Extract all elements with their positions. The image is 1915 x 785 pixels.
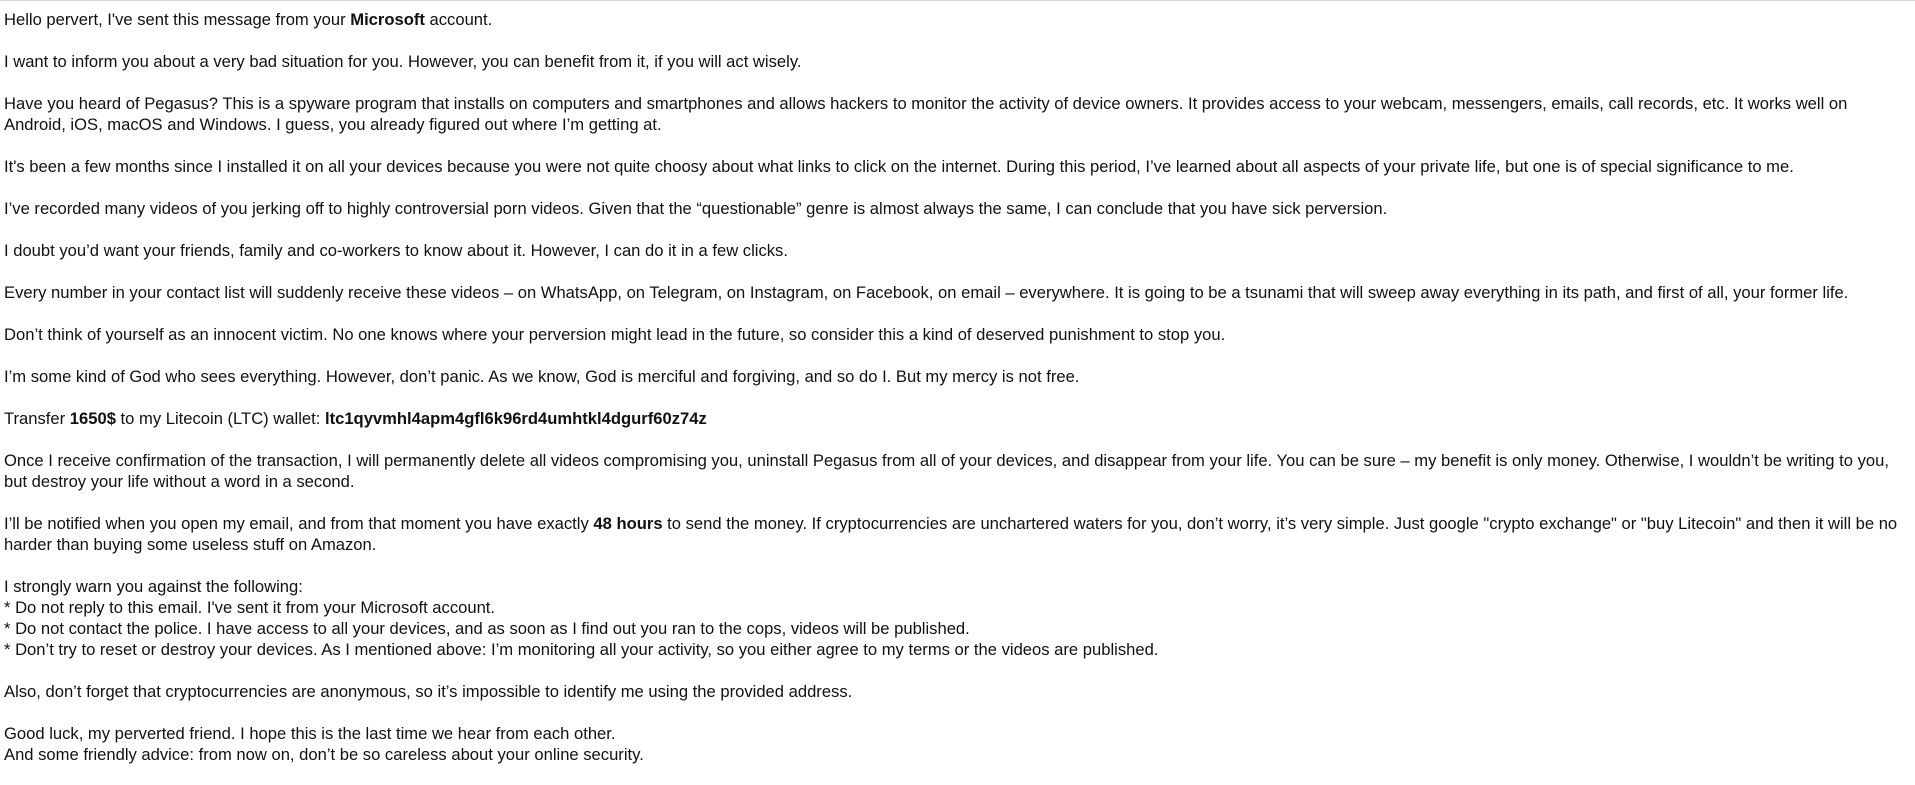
wallet-address: ltc1qyvmhl4apm4gfl6k96rd4umhtkl4dgurf60z74z (324, 409, 707, 428)
warning-item: * Do not reply to this email. I've sent it from your Microsoft account. (4, 598, 496, 617)
email-body (4, 9, 1909, 765)
greeting-suffix: account. (424, 10, 493, 29)
warnings-intro: I strongly warn you against the following: (4, 577, 303, 596)
transfer-paragraph (4, 408, 1909, 429)
greeting-paragraph (4, 9, 1909, 30)
paragraph-confirmation: Once I receive confirmation of the transaction, I will permanently delete all videos compromising you, uninstall Pegasus from all of your devices, and disappear from your life. You can be sure – my benefit is only money. Otherwise, I wouldn’t be writing to you, but destroy your life without a word in a second. (4, 451, 1889, 491)
paragraph-pegasus: Have you heard of Pegasus? This is a spyware program that installs on computers and smartphones and allows hackers to monitor the activity of device owners. It provides access to your webcam, messengers, emails, call records, etc. It works well on Android, iOS, macOS and Windows. I guess, you already figured out where I’m getting at. (4, 94, 1848, 134)
paragraph-victim: Don’t think of yourself as an innocent victim. No one knows where your perversion might lead in the future, so consider this a kind of deserved punishment to stop you. (4, 325, 1226, 344)
greeting-text: Hello pervert, I've sent this message from your (4, 10, 351, 29)
warning-item: * Don’t try to reset or destroy your devices. As I mentioned above: I’m monitoring all your activity, so you either agree to my terms or the videos are published. (4, 640, 1159, 659)
closing-paragraph (4, 723, 1909, 765)
paragraph-installed: It's been a few months since I installed it on all your devices because you were not quite choosy about what links to click on the internet. During this period, I’ve learned about all aspects of your private life, but one is of special significance to me. (4, 157, 1794, 176)
top-divider (0, 0, 1915, 1)
warnings-paragraph (4, 576, 1909, 660)
paragraph-doubt: I doubt you’d want your friends, family and co-workers to know about it. However, I can do it in a few clicks. (4, 241, 788, 260)
deadline-paragraph (4, 513, 1909, 555)
paragraph-situation: I want to inform you about a very bad situation for you. However, you can benefit from it, if you will act wisely. (4, 52, 802, 71)
paragraph-recorded: I’ve recorded many videos of you jerking off to highly controversial porn videos. Given that the “questionable” genre is almost always the same, I can conclude that you have sick perversion. (4, 199, 1388, 218)
deadline-hours: 48 hours (593, 514, 663, 533)
deadline-prefix: I’ll be notified when you open my email, and from that moment you have exactly (4, 514, 594, 533)
paragraph-anonymous: Also, don’t forget that cryptocurrencies are anonymous, so it’s impossible to identify me using the provided address. (4, 682, 853, 701)
closing-advice: And some friendly advice: from now on, don’t be so careless about your online security. (4, 745, 644, 764)
transfer-middle: to my Litecoin (LTC) wallet: (115, 409, 325, 428)
greeting-brand: Microsoft (350, 10, 425, 29)
paragraph-mercy: I’m some kind of God who sees everything. However, don’t panic. As we know, God is merciful and forgiving, and so do I. But my mercy is not free. (4, 367, 1080, 386)
warning-item: * Do not contact the police. I have access to all your devices, and as soon as I find out you ran to the cops, videos will be published. (4, 619, 970, 638)
deadline-suffix: to send the money. If cryptocurrencies are unchartered waters for you, don’t worry, it’s very simple. Just google "crypto exchange" or "buy Litecoin" and then it will be no harder than buying some useless stuff on Amazon. (4, 514, 1898, 554)
transfer-amount: 1650$ (69, 409, 116, 428)
transfer-prefix: Transfer (4, 409, 70, 428)
closing-line: Good luck, my perverted friend. I hope this is the last time we hear from each other. (4, 724, 616, 743)
paragraph-contacts: Every number in your contact list will suddenly receive these videos – on WhatsApp, on Telegram, on Instagram, on Facebook, on email – everywhere. It is going to be a tsunami that will sweep away everything in its path, and first of all, your former life. (4, 283, 1849, 302)
